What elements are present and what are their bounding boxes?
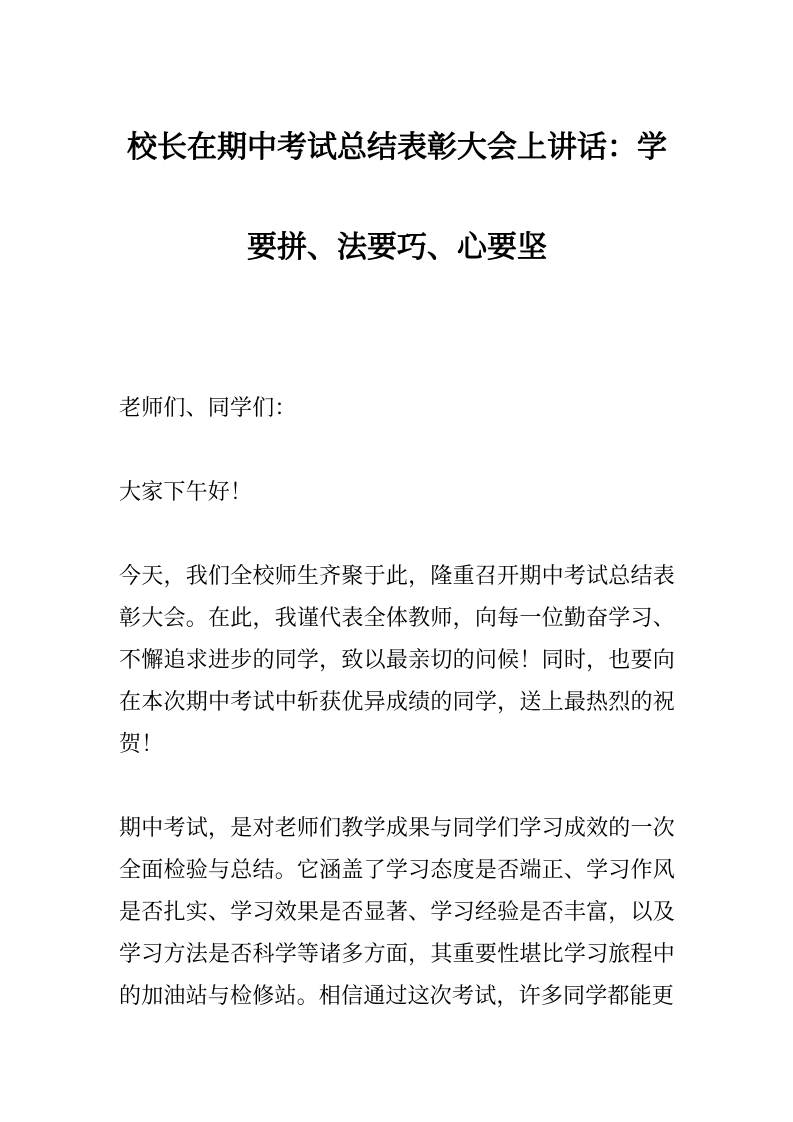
paragraph-body-1: 今天，我们全校师生齐聚于此，隆重召开期中考试总结表彰大会。在此，我谨代表全体教师，向每一位勤奋学习、不懈追求进步的同学，致以最亲切的问候！同时，也要向在本次期中考试中斩获优异成绩的同学，送上最热烈的祝贺！ bbox=[119, 563, 675, 756]
document-text-column bbox=[119, 0, 675, 1017]
document-title: 校长在期中考试总结表彰大会上讲话：学要拼、法要巧、心要坚 bbox=[127, 131, 667, 264]
paragraph-greeting: 大家下午好！ bbox=[119, 479, 253, 504]
paragraph-body-2: 期中考试，是对老师们教学成果与同学们学习成效的一次全面检验与总结。它涵盖了学习态度是否端正、学习作风是否扎实、学习效果是否显著、学习经验是否丰富，以及学习方法是否科学等诸多方面，其重要性堪比学习旅程中的加油站与检修站。相信通过这次考试，许多同学都能更 bbox=[119, 815, 675, 1008]
paragraph-salutation: 老师们、同学们： bbox=[119, 395, 297, 420]
